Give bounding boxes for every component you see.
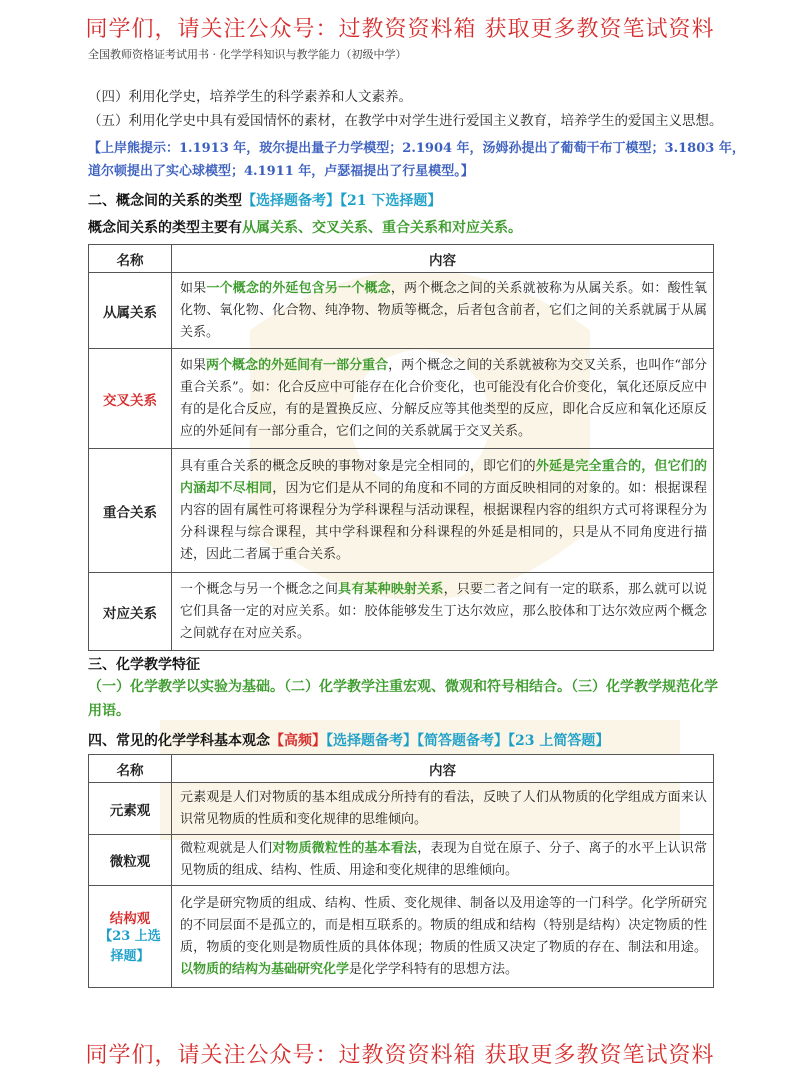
row-content-post: ，表现为自觉在原子、分子、离子的水平上认识常见物质的组成、结构、性质、用途和变化规律的思维倾向。 xyxy=(180,841,707,878)
row-content xyxy=(172,449,714,573)
row-content xyxy=(172,273,714,349)
row-content xyxy=(172,573,714,651)
table2-header-name: 名称 xyxy=(89,755,172,783)
table2-header-content: 内容 xyxy=(172,755,714,783)
table-row xyxy=(89,273,714,349)
table-row xyxy=(89,449,714,573)
row-content-pre: 具有重合关系的概念反映的事物对象是完全相同的，即它们的 xyxy=(180,458,536,474)
section2-tag-1: 【选择题备考】 xyxy=(242,193,340,209)
table1-header-content: 内容 xyxy=(172,245,714,273)
row-content-post: ，两个概念之间的关系就被称为从属关系。如：酸性氧化物、氧化物、化合物、纯净物、物质等概念，后者包含前者，它们之间的关系就属于从属关系。 xyxy=(180,280,707,340)
row-content-highlight: 以物质的结构为基础研究化学 xyxy=(180,961,350,977)
promo-banner-bottom: 同学们，请关注公众号：过教资资料箱 获取更多教资笔试资料 xyxy=(85,1043,715,1068)
row-content-post: ，两个概念之间的关系就被称为交叉关系，也叫作“部分重合关系”。如：化合反应中可能存在化合价变化，也可能没有化合价变化，氧化还原反应中有的是化合反应，有的是置换反应、分解反应等其他类型的反应，即化合反应和氧化还原反应的外延间有一部分重合，它们之间的关系就属于交叉关系。 xyxy=(180,357,707,439)
row-name-tag: 【23 上选择题】 xyxy=(99,928,161,964)
row-content-pre: 微粒观就是人们 xyxy=(180,841,273,856)
row-content-pre: 元素观是人们对物质的基本组成成分所持有的看法，反映了人们从物质的化学组成方面来认识常见物质的性质和变化规律的思维倾向。 xyxy=(180,789,707,827)
section4-tag-1: 【选择题备考】 xyxy=(326,733,417,749)
row-content-highlight: 两个概念的外延间有一部分重合 xyxy=(206,357,389,373)
row-content-post: 是化学学科特有的思想方法。 xyxy=(349,961,519,977)
section4-heading xyxy=(88,730,609,750)
table-row xyxy=(89,783,714,835)
section2-intro-prefix: 概念间关系的类型主要有 xyxy=(88,220,242,236)
row-content xyxy=(172,349,714,449)
section2-heading xyxy=(88,190,441,210)
row-name-cell xyxy=(89,886,172,988)
row-content-highlight: 一个概念的外延包含另一个概念 xyxy=(206,280,391,296)
row-content-pre: 如果 xyxy=(180,280,207,296)
table1-header-name: 名称 xyxy=(89,245,172,273)
row-content-highlight: 具有某种映射关系 xyxy=(338,581,444,597)
section2-title: 二、概念间的关系的类型 xyxy=(88,193,242,209)
section3-line-1: （一）化学教学以实验为基础。（二）化学教学注重宏观、微观和符号相结合。（三）化学教学规范化学 xyxy=(88,679,718,695)
row-name: 重合关系 xyxy=(89,449,172,573)
row-name: 结构观 xyxy=(109,910,151,927)
section3-line-2: 用语。 xyxy=(88,703,130,719)
row-content-pre: 化学是研究物质的组成、结构、性质、变化规律、制备以及用途等的一门科学。化学所研究的不同层面不是孤立的，而是相互联系的。物质的组成和结构（特别是结构）决定物质的性质，物质的变化则是物质性质的具体体现；物质的性质又决定了物质的存在、制法和用途。 xyxy=(180,895,707,955)
table-row xyxy=(89,835,714,886)
promo-banner-top: 同学们，请关注公众号：过教资资料箱 获取更多教资笔试资料 xyxy=(85,17,715,42)
paragraph-4: （四）利用化学史，培养学生的科学素养和人文素养。 xyxy=(88,89,412,105)
row-content xyxy=(172,886,714,988)
section4-tag-high-frequency: 【高频】 xyxy=(270,733,326,749)
section2-intro xyxy=(88,217,522,237)
row-name: 对应关系 xyxy=(89,573,172,651)
table-row xyxy=(89,886,714,988)
row-name: 从属关系 xyxy=(89,273,172,349)
book-subtitle: 全国教师资格证考试用书 · 化学学科知识与教学能力（初级中学） xyxy=(88,48,407,61)
row-content-highlight: 对物质微粒性的基本看法 xyxy=(272,841,418,856)
row-name: 元素观 xyxy=(89,783,172,835)
paragraph-5: （五）利用化学史中具有爱国情怀的素材，在教学中对学生进行爱国主义教育，培养学生的爱国主义思想。 xyxy=(88,113,723,129)
section4-tag-3: 【23 上简答题】 xyxy=(508,733,610,749)
section2-tag-2: 【21 下选择题】 xyxy=(340,193,442,209)
section3-title: 三、化学教学特征 xyxy=(88,657,200,673)
row-name: 交叉关系 xyxy=(89,349,172,449)
row-content-post: ，只要二者之间有一定的联系，那么就可以说它们具备一定的对应关系。如：胶体能够发生丁达尔效应，那么胶体和丁达尔效应两个概念之间就存在对应关系。 xyxy=(180,581,707,641)
section4-tag-2: 【简答题备考】 xyxy=(417,733,508,749)
concept-relations-table xyxy=(88,244,714,651)
section4-title: 四、常见的化学学科基本观念 xyxy=(88,733,270,749)
basic-concepts-table xyxy=(88,754,714,988)
row-name: 微粒观 xyxy=(89,835,172,886)
row-content-post: ，因为它们是从不同的角度和不同的方面反映相同的对象的。如：根据课程内容的固有属性可将课程分为学科课程与活动课程，根据课程内容的组织方式可将课程分为分科课程与综合课程，其中学科课程和分科课程的外延是相同的，只是从不同角度进行描述，因此二者属于重合关系。 xyxy=(180,480,707,562)
table-row xyxy=(89,573,714,651)
row-content-pre: 如果 xyxy=(180,357,207,373)
table-row xyxy=(89,349,714,449)
row-content-highlight: 外延是完全重合的，但它们的内涵却不尽相同 xyxy=(180,458,707,496)
row-content xyxy=(172,835,714,886)
row-content-pre: 一个概念与另一个概念之间 xyxy=(180,581,339,597)
section2-intro-highlight: 从属关系、交叉关系、重合关系和对应关系。 xyxy=(242,220,522,236)
hint-line-2: 道尔顿提出了实心球模型；4.1911 年，卢瑟福提出了行星模型。】 xyxy=(88,164,474,179)
row-content xyxy=(172,783,714,835)
hint-line-1: 【上岸熊提示：1.1913 年，玻尔提出量子力学模型；2.1904 年，汤姆孙提出了葡萄干布丁模型；3.1803 年， xyxy=(88,141,745,156)
